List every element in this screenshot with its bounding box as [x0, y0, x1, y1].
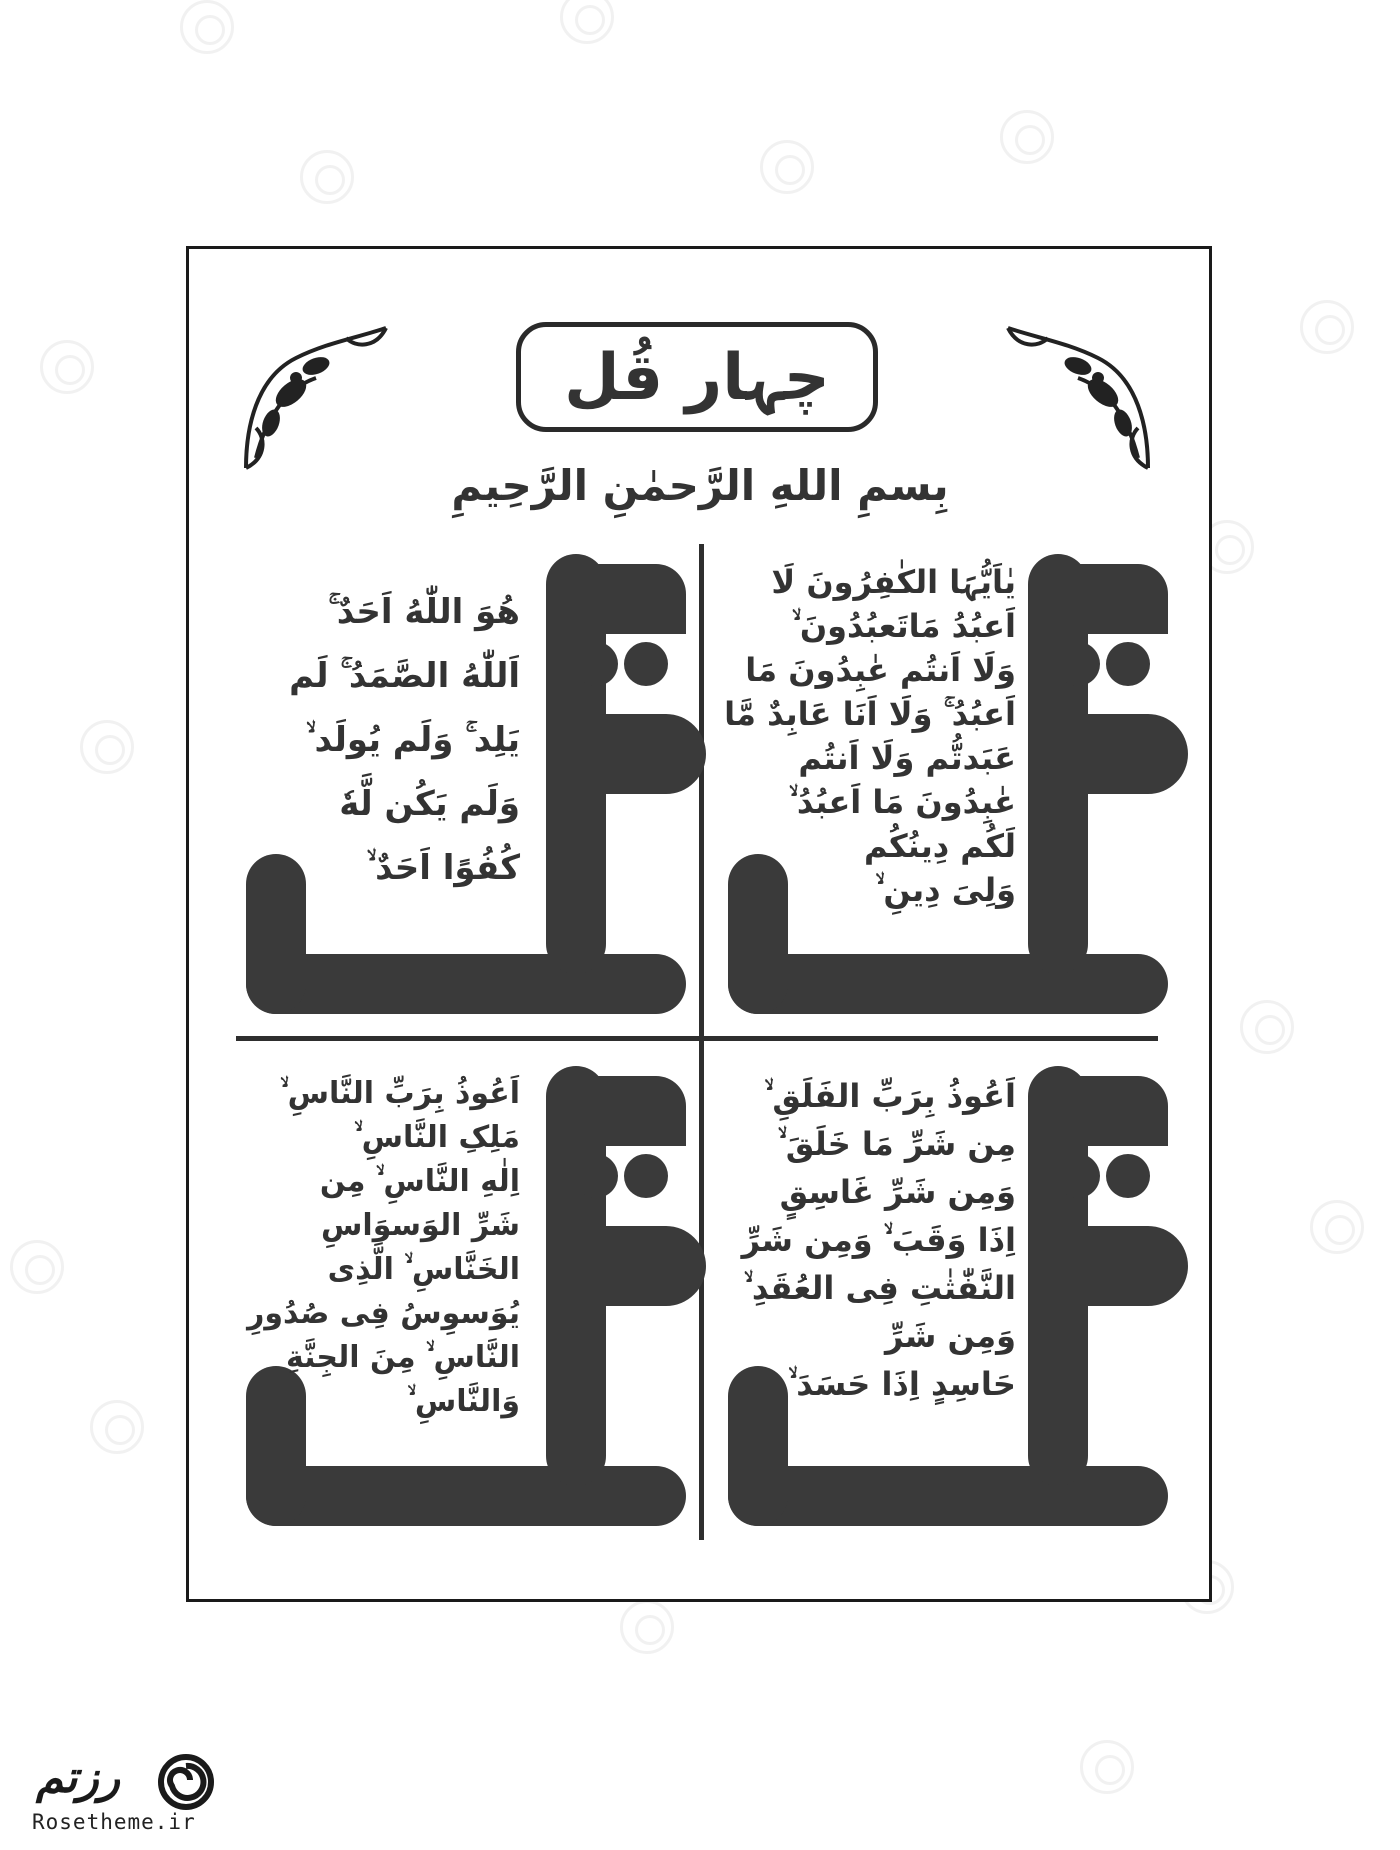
verse-line: اَعبُدُ ۚ وَلَا اَنَا عَابِدٌ مَّا: [724, 695, 1016, 733]
verse-line: عٰبِدُونَ مَا اَعبُدُ ۙ: [788, 783, 1016, 821]
verse-line: اِذَا وَقَبَ ۙ وَمِن شَرِّ: [741, 1221, 1016, 1259]
verse-line: لَکُم دِینُکُم: [863, 827, 1016, 865]
page-title: چہار قُل: [516, 322, 878, 432]
rose-spiral-logo-icon: [156, 1752, 216, 1812]
verse-line: یٰاَیُّہَا الکٰفِرُونَ لَا: [771, 563, 1016, 601]
verse-line: یُوَسوِسُ فِی صُدُورِ: [247, 1296, 520, 1331]
verse-line: اِلٰهِ النَّاسِ ۙ مِن: [319, 1164, 520, 1199]
verse-line: وَلِیَ دِینِ ۙ: [875, 871, 1016, 909]
verse-line: الخَنَّاسِ ۙ الَّذِی: [327, 1252, 520, 1287]
verse-line: مِن شَرِّ مَا خَلَقَ ۙ: [777, 1125, 1016, 1163]
verse-line: مَلِکِ النَّاسِ ۙ: [354, 1120, 520, 1155]
verse-line: وَمِن شَرِّ: [884, 1317, 1016, 1355]
floral-corner-ornament-icon: [236, 318, 396, 478]
brand-url[interactable]: Rosetheme.ir: [32, 1810, 196, 1834]
verse-line: اَللّٰهُ الصَّمَدُ ۚ لَم: [289, 656, 520, 696]
verse-line: حَاسِدٍ اِذَا حَسَدَ ۙ: [788, 1365, 1016, 1403]
bismillah: بِسمِ اللهِ الرَّحمٰنِ الرَّحِیمِ: [451, 461, 949, 510]
floral-corner-ornament-icon: [998, 318, 1158, 478]
surah-ikhlas: [240, 580, 520, 900]
verse-line: وَمِن شَرِّ غَاسِقٍ: [779, 1173, 1016, 1211]
verse-line: وَلَم یَکُن لَّهٗ: [339, 784, 520, 824]
surah-nas: [240, 1072, 520, 1424]
verse-line: کُفُوًا اَحَدٌ ۙ: [366, 848, 520, 888]
verse-line: اَعُوذُ بِرَبِّ الفَلَقِ ۙ: [764, 1077, 1016, 1115]
verse-line: عَبَدتُّم وَلَا اَنتُم: [798, 739, 1016, 777]
verse-line: النَّفّٰثٰتِ فِی العُقَدِ ۙ: [743, 1269, 1016, 1307]
brand-logo-text: رزتم: [36, 1752, 121, 1803]
verse-line: وَلَا اَنتُم عٰبِدُونَ مَا: [745, 651, 1016, 689]
verse-line: هُوَ اللّٰهُ اَحَدٌ ۚ: [328, 592, 520, 632]
verse-line: اَعبُدُ مَاتَعبُدُونَ ۙ: [791, 607, 1016, 645]
verse-line: النَّاسِ ۙ مِنَ الجِنَّةِ: [285, 1340, 520, 1375]
verse-line: یَلِد ۚ وَلَم یُولَد ۙ: [305, 720, 520, 760]
surah-kafirun: [716, 560, 1016, 912]
verse-line: اَعُوذُ بِرَبِّ النَّاسِ ۙ: [280, 1076, 520, 1111]
surah-falaq: [716, 1072, 1016, 1408]
verse-line: وَالنَّاسِ ۙ: [407, 1384, 520, 1419]
verse-line: شَرِّ الوَسوَاسِ: [321, 1208, 520, 1243]
